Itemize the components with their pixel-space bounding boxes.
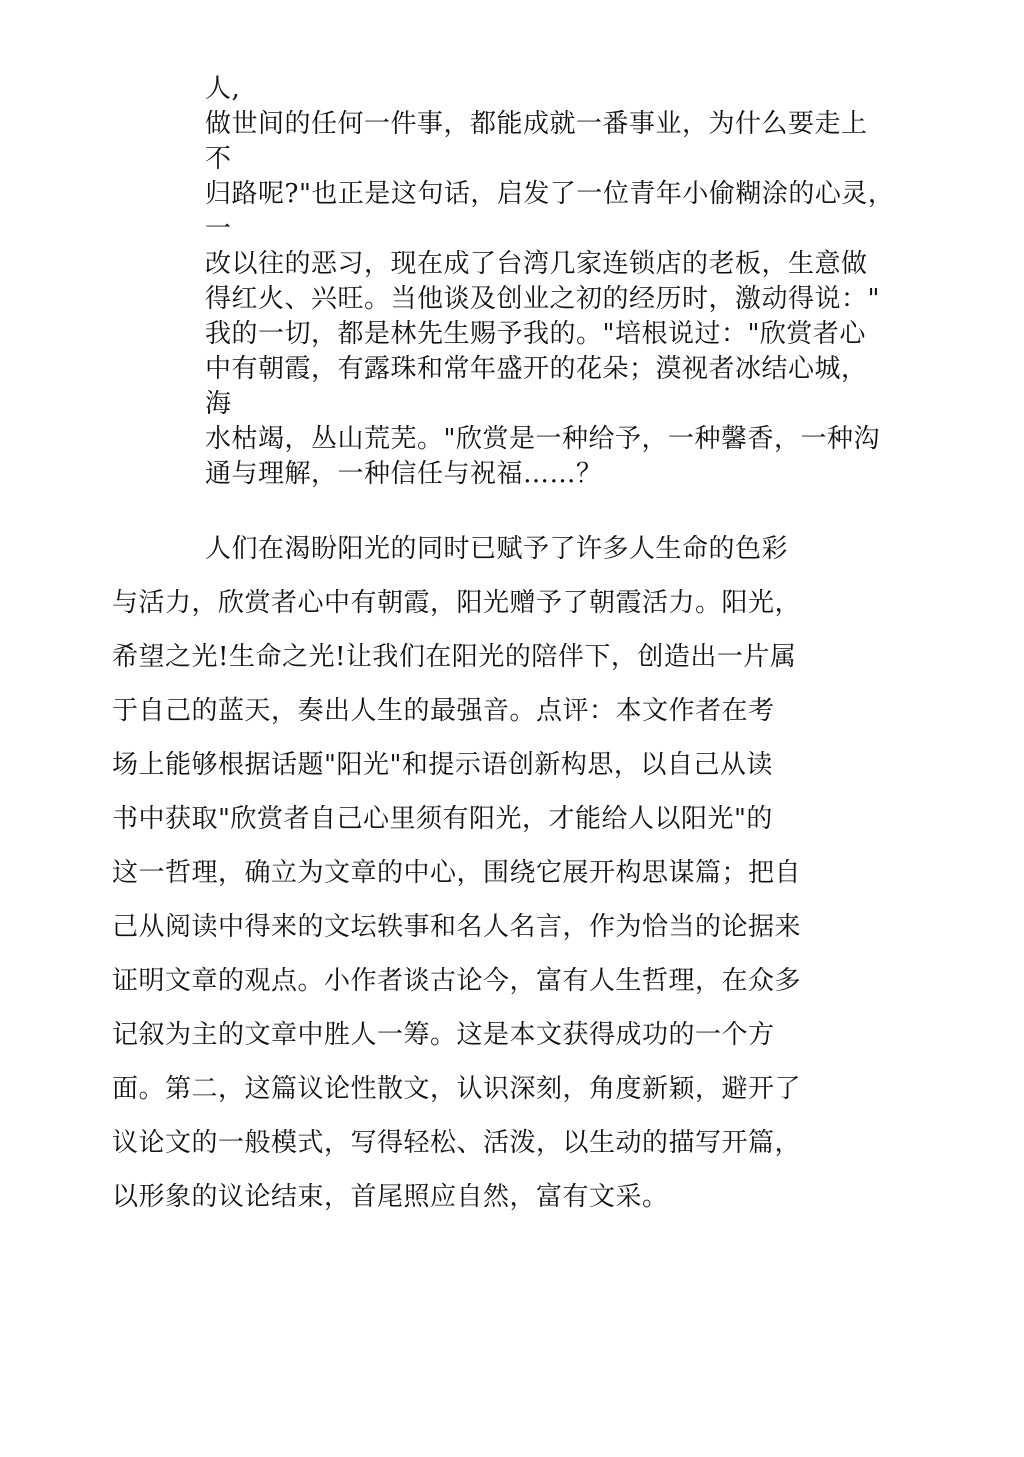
body-line: 人们在渴盼阳光的同时已赋予了许多人生命的色彩 bbox=[205, 534, 789, 564]
quote-line: 改以往的恶习，现在成了台湾几家连锁店的老板，生意做 bbox=[205, 249, 868, 279]
quoted-passage bbox=[205, 72, 925, 492]
body-line: 以形象的议论结束，首尾照应自然，富有文采。 bbox=[112, 1182, 669, 1212]
quote-line: 海 bbox=[205, 389, 232, 419]
body-line: 书中获取"欣赏者自己心里须有阳光，才能给人以阳光"的 bbox=[112, 804, 773, 834]
quote-line: 中有朝霞，有露珠和常年盛开的花朵；漠视者冰结心城， bbox=[205, 354, 868, 384]
body-line: 面。第二，这篇议论性散文，认识深刻，角度新颖，避开了 bbox=[112, 1074, 802, 1104]
body-line: 己从阅读中得来的文坛轶事和名人名言，作为恰当的论据来 bbox=[112, 912, 802, 942]
quote-line: 水枯竭，丛山荒芜。"欣赏是一种给予，一种馨香，一种沟 bbox=[205, 424, 880, 454]
body-line: 场上能够根据话题"阳光"和提示语创新构思，以自己从读 bbox=[112, 750, 773, 780]
quote-line: 一 bbox=[205, 214, 232, 244]
body-line: 于自己的蓝天，奏出人生的最强音。点评：本文作者在考 bbox=[112, 696, 775, 726]
quote-line: 得红火、兴旺。当他谈及创业之初的经历时，激动得说：" bbox=[205, 284, 880, 314]
body-line: 记叙为主的文章中胜人一筹。这是本文获得成功的一个方 bbox=[112, 1020, 775, 1050]
quote-line: 归路呢?"也正是这句话，启发了一位青年小偷糊涂的心灵， bbox=[205, 179, 895, 209]
body-line: 证明文章的观点。小作者谈古论今，富有人生哲理，在众多 bbox=[112, 966, 802, 996]
body-line: 与活力，欣赏者心中有朝霞，阳光赠予了朝霞活力。阳光， bbox=[112, 588, 802, 618]
quote-line: 通与理解，一种信任与祝福……？ bbox=[205, 459, 603, 489]
body-line: 议论文的一般模式，写得轻松、活泼，以生动的描写开篇， bbox=[112, 1128, 802, 1158]
quote-line: 做世间的任何一件事，都能成就一番事业，为什么要走上 bbox=[205, 109, 868, 139]
quote-line: 不 bbox=[205, 144, 232, 174]
quote-line: 我的一切，都是林先生赐予我的。"培根说过："欣赏者心 bbox=[205, 319, 866, 349]
body-line: 希望之光!生命之光!让我们在阳光的陪伴下，创造出一片属 bbox=[112, 642, 797, 672]
body-line: 这一哲理，确立为文章的中心，围绕它展开构思谋篇；把自 bbox=[112, 858, 802, 888]
body-paragraph bbox=[112, 522, 892, 1224]
quote-line: 人, bbox=[205, 74, 241, 104]
